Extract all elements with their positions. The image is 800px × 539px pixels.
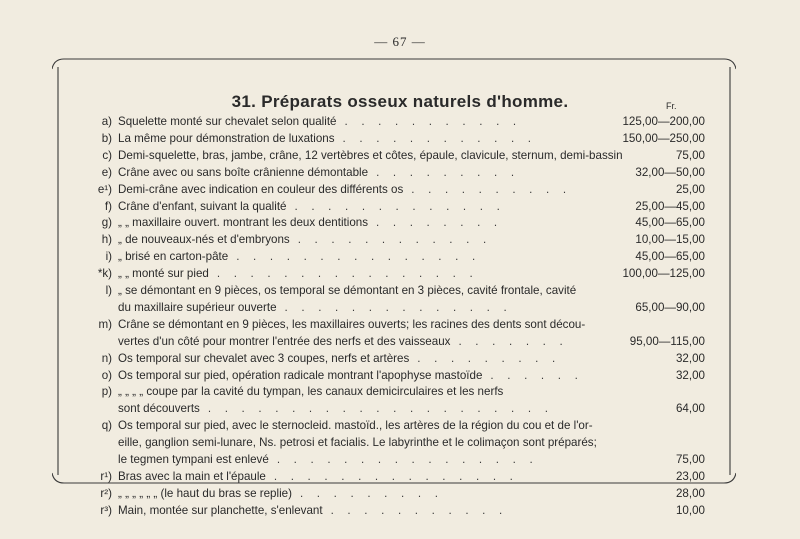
item-price: 45,00—65,00 [635,216,705,230]
dot-leader: . . . . . . . [458,334,568,348]
item-label: *k) [97,267,112,281]
list-item [0,384,800,400]
item-label: h) [101,233,112,247]
item-label: q) [101,419,112,433]
item-description: sont découverts [118,402,200,416]
item-label: c) [102,148,112,162]
list-item [0,165,800,181]
dot-leader: . . . . . . . . . [417,351,561,365]
item-description: Crâne se démontant en 9 pièces, les maxillaires ouverts; les racines des dents sont décou- [118,317,586,331]
list-item [0,469,800,485]
list-item [0,486,800,502]
item-price: 32,00—50,00 [635,165,705,179]
dot-leader: . . . . . . . . . . . [330,503,508,517]
item-description: „ „ „ „ „ „ (le haut du bras se replie) [118,486,292,500]
item-description: Demi-crâne avec indication en couleur des différents os [118,182,404,196]
item-description: „ „ „ „ coupe par la cavité du tympan, les canaux demicirculaires et les nerfs [118,385,504,399]
item-description: Main, montée sur planchette, s'enlevant [118,503,323,517]
item-price: 150,00—250,00 [622,131,705,145]
item-description: eille, ganglion semi-lunare, Ns. petrosi et facialis. Le labyrinthe et le colimaçon sont préparés; [118,436,597,450]
item-price: 28,00 [675,486,705,500]
list-item [0,317,800,333]
item-description: „ brisé en carton-pâte [118,250,229,264]
item-price: 25,00—45,00 [635,199,705,213]
dot-leader: . . . . . . . . . . . . [297,233,492,247]
list-item [0,418,800,434]
dot-leader: . . . . . . . . . . [411,182,572,196]
dot-leader: . . . . . . . . . . . . . . . [273,469,519,483]
item-label: a) [101,115,112,128]
list-item [0,300,800,316]
list-item [0,266,800,282]
item-description: Os temporal sur chevalet avec 3 coupes, nerfs et artères [118,351,410,365]
list-item [0,351,800,367]
list-item [0,368,800,384]
list-item [0,232,800,248]
item-description: le tegmen tympani est enlevé [118,453,269,466]
item-label: r³) [100,503,112,517]
item-description: „ se démontant en 9 pièces, os temporal se démontant en 3 pièces, cavité frontale, cavité [118,284,577,297]
item-label: n) [101,351,112,365]
dot-leader: . . . . . . . . . . . . . . . . [276,453,538,466]
list-item [0,199,800,215]
item-price: 75,00 [675,453,705,466]
item-price: 125,00—200,00 [622,115,705,128]
dot-leader: . . . . . . . . . . . . . . . . . . . . . [207,402,554,416]
item-description: Squelette monté sur chevalet selon qualité [118,115,337,128]
list-item [0,401,800,417]
list-item [0,503,800,519]
item-price: 32,00 [675,351,705,365]
dot-leader: . . . . . . . . . [299,486,444,500]
item-description: Bras avec la main et l'épaule [118,469,266,483]
dot-leader: . . . . . . . . . . . . . . . . [216,267,478,281]
dot-leader: . . . . . . . . . . . . . . [284,300,512,314]
item-description: „ „ maxillaire ouvert. montrant les deux dentitions [118,216,369,230]
item-label: i) [105,250,112,264]
item-label: m) [98,317,112,331]
item-label: r¹) [100,469,112,483]
item-label: b) [101,131,112,145]
item-price: 32,00 [675,368,705,382]
item-price: 100,00—125,00 [622,267,705,281]
list-item [0,131,800,147]
item-label: e) [101,165,112,179]
item-description: La même pour démonstration de luxations [118,131,335,145]
item-label: o) [101,368,112,382]
item-price: 23,00 [675,469,705,483]
item-price: 10,00 [675,503,705,517]
item-price: 65,00—90,00 [635,300,705,314]
dot-leader: . . . . . . . . . . . . [342,131,537,145]
list-item [0,334,800,350]
item-price: 25,00 [675,182,705,196]
item-description: Crâne avec ou sans boîte crânienne démontable [118,165,369,179]
dot-leader: . . . . . . . . . [376,165,520,179]
item-description: „ de nouveaux-nés et d'embryons [118,233,290,247]
section-title: 31. Préparats osseux naturels d'homme. [231,92,569,111]
item-label: l) [105,284,112,297]
dot-leader: . . . . . . . . . . . [344,115,522,128]
dot-leader: . . . . . . . . . . . . . [294,199,506,213]
list-item [0,435,800,451]
item-label: p) [101,385,112,399]
item-label: e¹) [97,182,112,196]
item-description: vertes d'un côté pour montrer l'entrée des nerfs et des vaisseaux [118,334,451,348]
item-price: 75,00 [675,148,705,162]
list-item [0,148,800,164]
dot-leader: . . . . . . . . . . . . . . . [236,250,481,264]
item-label: g) [101,216,112,230]
item-label: f) [104,199,112,213]
page-number: — 67 — [374,34,426,49]
item-price: 95,00—115,00 [629,334,705,348]
dot-leader: . . . . . . [490,368,584,382]
item-description: Os temporal sur pied, avec le sternocleid. mastoïd., les artères de la région du cou et de l'or- [118,419,593,433]
currency-label: Fr. [666,101,677,111]
list-item [0,283,800,299]
item-description: Os temporal sur pied, opération radicale montrant l'apophyse mastoïde [118,368,483,382]
item-description: Demi-squelette, bras, jambe, crâne, 12 vertèbres et côtes, épaule, clavicule, sternum, demi-bassin [118,148,623,162]
list-item [0,114,800,130]
item-description: „ „ monté sur pied [118,267,209,281]
item-price: 10,00—15,00 [635,233,705,247]
item-description: Crâne d'enfant, suivant la qualité [118,199,287,213]
list-item [0,182,800,198]
list-item [0,452,800,468]
item-description: du maxillaire supérieur ouverte [118,300,277,314]
dot-leader: . . . . . . . . [376,216,503,230]
list-item [0,249,800,265]
item-price: 64,00 [675,402,705,416]
list-item [0,215,800,231]
item-label: r²) [100,486,112,500]
item-price: 45,00—65,00 [635,250,705,264]
